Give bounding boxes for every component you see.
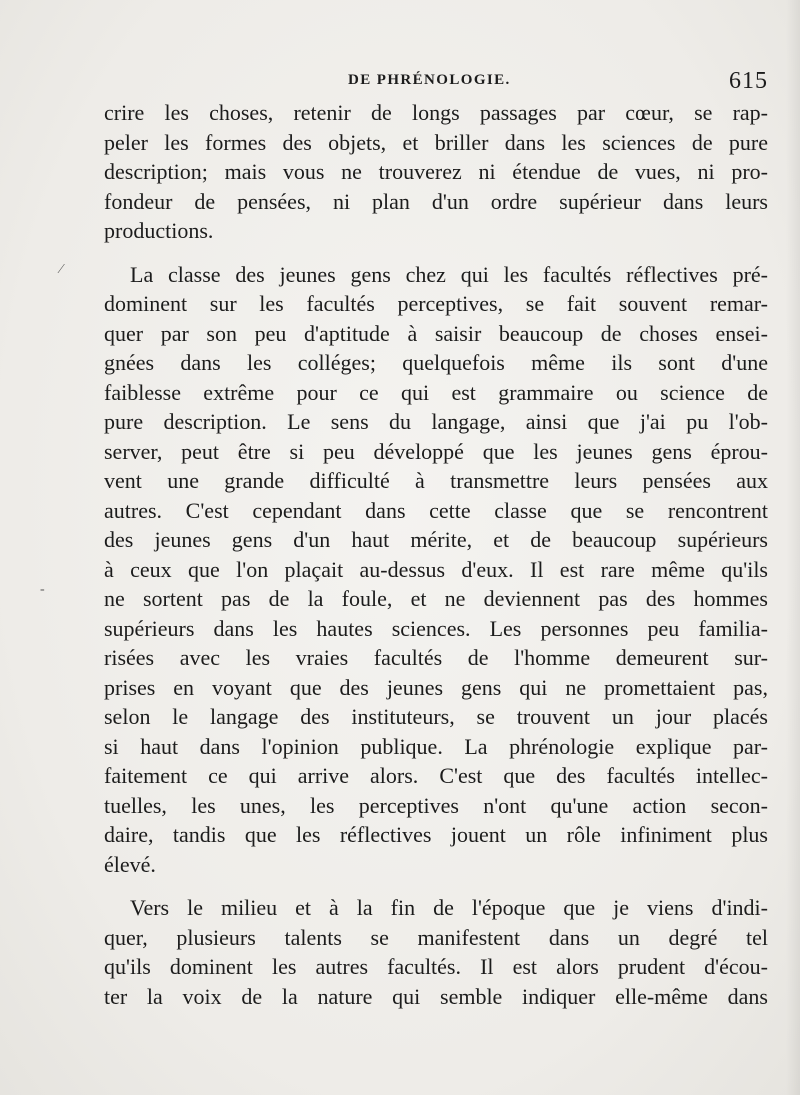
text-line: Vers le milieu et à la fin de l'époque que je viens d'indi- (130, 895, 768, 920)
running-title: DE PHRÉNOLOGIE. (348, 72, 511, 88)
text-line: crire les choses, retenir de longs passages par cœur, se rap- (104, 100, 768, 125)
text-line: des jeunes gens d'un haut mérite, et de beaucoup supérieurs (104, 527, 768, 552)
text-line: risées avec les vraies facultés de l'homme demeurent sur- (104, 645, 768, 670)
text-line: à ceux que l'on plaçait au-dessus d'eux. Il est rare même qu'ils (104, 556, 768, 582)
text-line: dominent sur les facultés perceptives, se fait souvent remar- (104, 291, 768, 316)
text-line: server, peut être si peu développé que les jeunes gens éprou- (104, 438, 768, 464)
text-line: description; mais vous ne trouverez ni étendue de vues, ni pro- (104, 159, 768, 184)
page-number: 615 (729, 68, 768, 94)
text-line: ter la voix de la nature qui semble indiquer elle-même dans (104, 983, 768, 1009)
paragraph-3 (104, 893, 768, 1011)
page-header (100, 70, 768, 98)
margin-mark: - (40, 582, 45, 597)
text-line: tuelles, les unes, les perceptives n'ont qu'une action secon- (104, 792, 768, 818)
body-text (104, 98, 768, 1011)
text-line: vent une grande difficulté à transmettre leurs pensées aux (104, 468, 768, 493)
text-line: quer par son peu d'aptitude à saisir beaucoup de choses ensei- (104, 320, 768, 346)
text-line: fondeur de pensées, ni plan d'un ordre supérieur dans leurs (104, 188, 768, 214)
text-line: qu'ils dominent les autres facultés. Il est alors prudent d'écou- (104, 954, 768, 979)
text-line: si haut dans l'opinion publique. La phrénologie explique par- (104, 733, 768, 759)
text-line: élevé. (104, 851, 156, 877)
text-line: daire, tandis que les réflectives jouent un rôle infiniment plus (104, 822, 768, 847)
paragraph-1 (104, 98, 768, 246)
paragraph-2 (104, 260, 768, 880)
page-edge-shadow (786, 0, 800, 1095)
text-line: prises en voyant que des jeunes gens qui ne promettaient pas, (104, 674, 768, 700)
text-line: gnées dans les colléges; quelquefois même ils sont d'une (104, 350, 768, 375)
text-line: ne sortent pas de la foule, et ne deviennent pas des hommes (104, 586, 768, 611)
text-line: supérieurs dans les hautes sciences. Les personnes peu familia- (104, 615, 768, 641)
text-line: quer, plusieurs talents se manifestent dans un degré tel (104, 924, 768, 950)
text-line: autres. C'est cependant dans cette classe que se rencontrent (104, 497, 768, 523)
text-line: productions. (104, 218, 214, 243)
text-line: faiblesse extrême pour ce qui est grammaire ou science de (104, 379, 768, 405)
text-line: peler les formes des objets, et briller dans les sciences de pure (104, 129, 768, 155)
text-line: pure description. Le sens du langage, ainsi que j'ai pu l'ob- (104, 409, 768, 434)
text-line: La classe des jeunes gens chez qui les facultés réflectives pré- (130, 261, 768, 287)
margin-mark: ⁄ (60, 262, 63, 277)
text-line: selon le langage des instituteurs, se trouvent un jour placés (104, 704, 768, 729)
text-line: faitement ce qui arrive alors. C'est que des facultés intellec- (104, 763, 768, 788)
